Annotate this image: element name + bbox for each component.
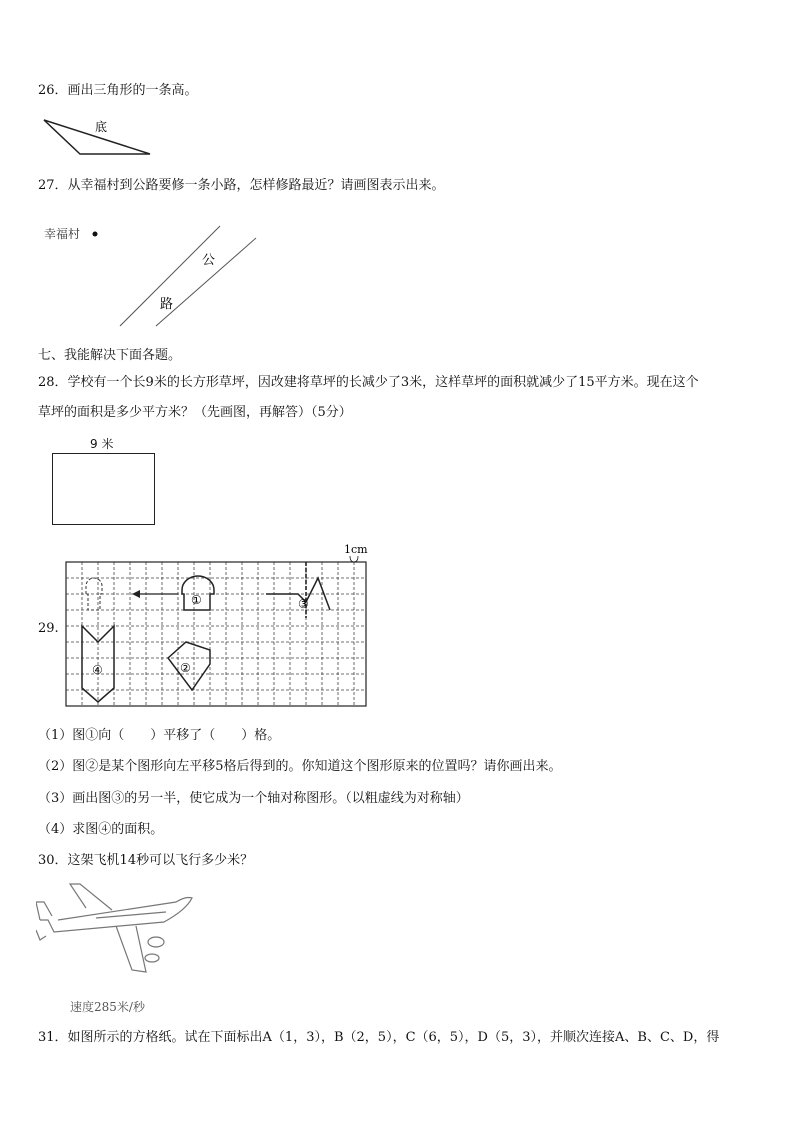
- airplane-icon: [36, 880, 198, 976]
- grid-border: [66, 562, 366, 706]
- figure3-label: ③: [298, 597, 309, 611]
- q30-text: 30．这架飞机14秒可以飞行多少米？: [38, 853, 254, 868]
- rect-length-label: 9 米: [90, 437, 114, 451]
- q28-line2: 草坪的面积是多少平方米？（先画图，再解答）（5分）: [38, 405, 352, 420]
- section-title: 七、我能解决下面各题。: [38, 348, 182, 363]
- road-char-1: 公: [202, 253, 216, 268]
- triangle-base-label: 底: [95, 120, 108, 134]
- village-label: 幸福村: [44, 227, 81, 241]
- road-edge-right: [156, 238, 256, 326]
- q26-triangle-figure: [40, 114, 160, 160]
- q29-sub3: （3）画出图③的另一半，使它成为一个轴对称图形。（以粗虚线为对称轴）: [38, 791, 469, 806]
- scale-bracket: [350, 556, 358, 562]
- q28-line1: 28．学校有一个长9米的长方形草坪，因改建将草坪的长减少了3米，这样草坪的面积就减少了15平方米。现在这个: [38, 375, 699, 390]
- road-char-2: 路: [160, 297, 174, 312]
- figure1-label: ①: [191, 593, 202, 607]
- arrow-head: [132, 590, 140, 598]
- grid-lines: [66, 562, 366, 706]
- lawn-rectangle: [52, 453, 155, 525]
- q29-grid-figure: [60, 540, 372, 712]
- speed-label: 速度285米/秒: [70, 1000, 145, 1014]
- figure4-label: ④: [92, 663, 103, 677]
- q29-sub2: （2）图②是某个图形向左平移5格后得到的。你知道这个图形原来的位置吗？请你画出来。: [38, 759, 562, 774]
- q29-sub1: （1）图①向（ ）平移了（ ）格。: [38, 728, 281, 743]
- q27-road-figure: [40, 222, 280, 332]
- q29-number: 29.: [38, 621, 59, 636]
- village-point: [93, 232, 98, 237]
- scale-label: 1cm: [344, 543, 368, 556]
- q26-text: 26．画出三角形的一条高。: [38, 83, 198, 98]
- q29-sub4: （4）求图④的面积。: [38, 822, 164, 837]
- figure2-label: ②: [180, 661, 191, 675]
- q31-text: 31．如图所示的方格纸。试在下面标出A（1，3），B（2，5），C（6，5），D（5，3），并顺次连接A、B、C、D，得: [38, 1030, 720, 1045]
- q27-text: 27．从幸福村到公路要修一条小路，怎样修路最近？请画图表示出来。: [38, 178, 445, 193]
